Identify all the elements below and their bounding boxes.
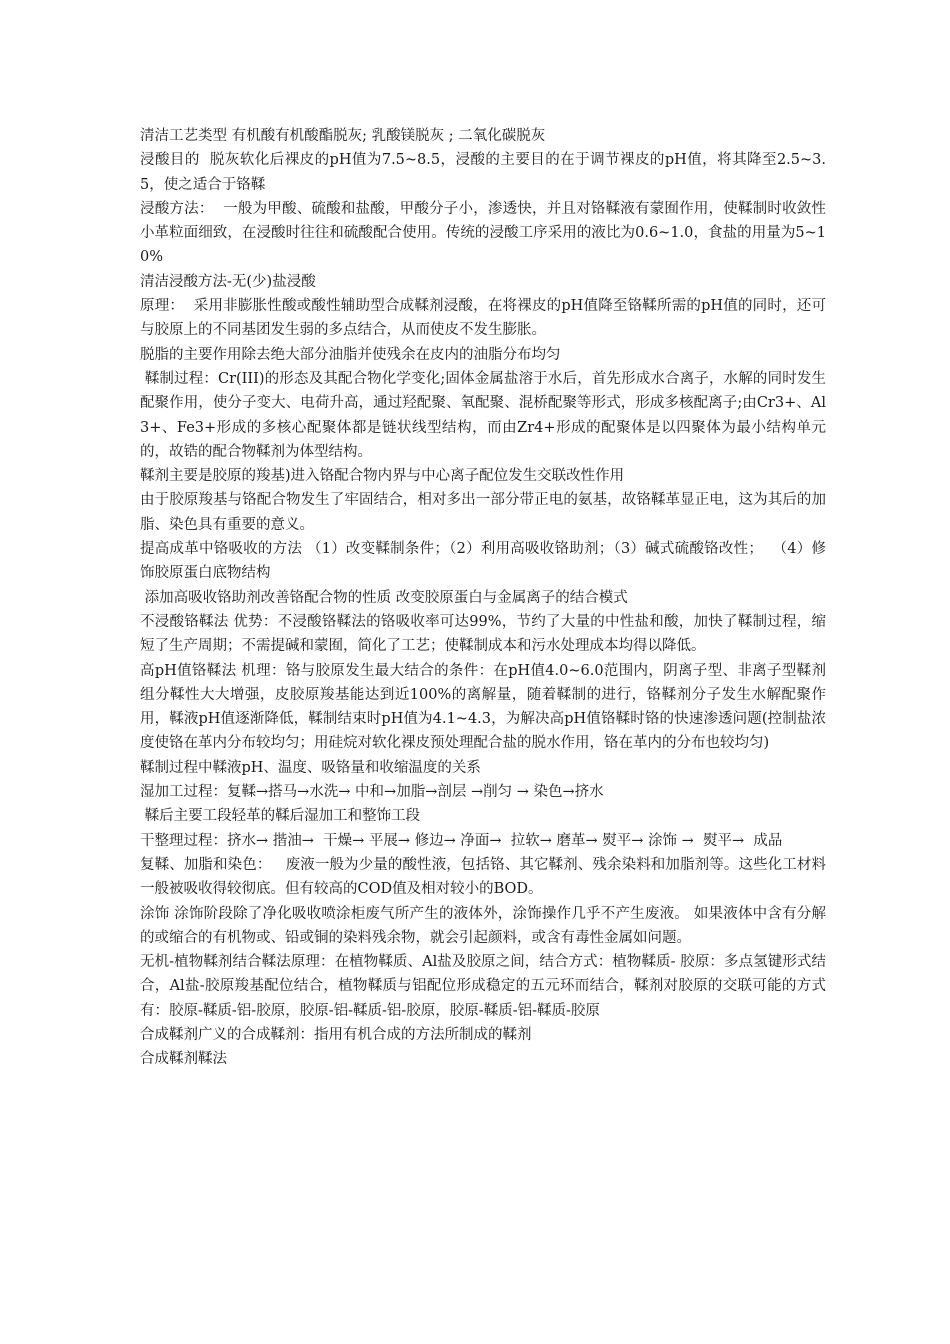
paragraph-post-tanning: 鞣后主要工段轻革的鞣后湿加工和整饰工段 (140, 808, 421, 825)
paragraph-clean-pickling: 清洁浸酸方法-无(少)盐浸酸 (140, 273, 316, 290)
paragraph-principle: 原理： 采用非膨胀性酸或酸性辅助型合成鞣剂浸酸，在将裸皮的pH值降至铬鞣所需的pH值的同时，还可与胶原上的不同基团发生弱的多点结合，从而使皮不发生膨胀。 (140, 298, 826, 339)
paragraph-chrome-uptake-methods: 提高成革中铬吸收的方法 （1）改变鞣制条件；（2）利用高吸收铬助剂；（3）碱式硫酸铬改性； （4）修饰胶原蛋白底物结构 (140, 541, 826, 582)
paragraph-high-ph-tanning: 高pH值铬鞣法 机理：铬与胶原发生最大结合的条件：在pH值4.0~6.0范围内，阴离子型、非离子型鞣剂组分鞣性大大增强，皮胶原羧基能达到近100%的离解量，随着鞣制的进行，铬鞣剂分子发生水解配聚作用，鞣液pH值逐渐降低，鞣制结束时pH值为4.1~4.3，为解决高pH值铬鞣时铬的快速渗透问题(控制盐浓度使铬在革内分布较均匀；用硅烷对软化裸皮预处理配合盐的脱水作用，铬在革内的分布也较均匀) (140, 662, 826, 752)
paragraph-wet-process: 湿加工过程：复鞣→搭马→水洗→ 中和→加脂→剖层 →削匀 → 染色→挤水 (140, 784, 604, 801)
paragraph-collagen-carboxyl: 由于胶原羧基与铬配合物发生了牢固结合，相对多出一部分带正电的氨基，故铬鞣革显正电，这为其后的加脂、染色具有重要的意义。 (140, 492, 826, 533)
paragraph-pickle-free-tanning: 不浸酸铬鞣法 优势：不浸酸铬鞣法的铬吸收率可达99%，节约了大量的中性盐和酸，加快了鞣制过程，缩短了生产周期；不需提碱和蒙囿，简化了工艺；使鞣制成本和污水处理成本均得以降低。 (140, 613, 826, 655)
paragraph-tanning-agent: 鞣剂主要是胶原的羧基)进入铬配合物内界与中心离子配位发生交联改性作用 (140, 468, 625, 485)
paragraph-synthetic-tanning-agent: 合成鞣剂广义的合成鞣剂：指用有机合成的方法所制成的鞣剂 (140, 1026, 532, 1043)
paragraph-high-uptake-auxiliary: 添加高吸收铬助剂改善铬配合物的性质 改变胶原蛋白与金属离子的结合模式 (140, 589, 628, 606)
paragraph-pickling-method: 浸酸方法： 一般为甲酸、硫酸和盐酸，甲酸分子小，渗透快，并且对铬鞣液有蒙囿作用，使鞣制时收敛性小革粒面细致，在浸酸时往往和硫酸配合使用。传统的浸酸工序采用的液比为0.6~1.0，食盐的用量为5~10% (140, 200, 826, 266)
paragraph-tanning-process: 鞣制过程：Cr(III)的形态及其配合物化学变化;固体金属盐溶于水后，首先形成水合离子，水解的同时发生配聚作用，使分子变大、电荷升高，通过羟配聚、氧配聚、混桥配聚等形式，形成多核配离子;由Cr3+、Al3+、Fe3+形成的多核心配聚体都是链状线型结构，而由Zr4+形成的配聚体是以四聚体为最小结构单元的，故锆的配合物鞣剂为体型结构。 (140, 370, 827, 460)
paragraph-tanning-relationship: 鞣制过程中鞣液pH、温度、吸铬量和收缩温度的关系 (140, 759, 481, 776)
paragraph-dry-finishing: 干整理过程：挤水→ 揩油→ 干燥→ 平展→ 修边→ 净面→ 拉软→ 磨革→ 熨平→ 涂饰 → 熨平→ 成品 (140, 832, 783, 849)
paragraph-combination-tanning: 无机-植物鞣剂结合鞣法原理：在植物鞣质、Al盐及胶原之间，结合方式：植物鞣质- 胶原：多点氢键形式结合，Al盐-胶原羧基配位结合，植物鞣质与铝配位形成稳定的五元环而结合，鞣剂对胶原的交联可能的方式有：胶原-鞣质-铝-胶原，胶原-铝-鞣质-铝-胶原，胶原-鞣质-铝-鞣质-胶原 (140, 954, 826, 1019)
paragraph-finishing: 涂饰 涂饰阶段除了净化吸收喷涂柜废气所产生的液体外，涂饰操作几乎不产生废液。 如果液体中含有分解的或缩合的有机物或、铅或铜的染料残余物，就会引起颜料，或含有毒性金属如问题。 (140, 905, 826, 946)
paragraph-retanning-wastewater: 复鞣、加脂和染色： 废液一般为少量的酸性液，包括铬、其它鞣剂、残余染料和加脂剂等。这些化工材料一般被吸收得较彻底。但有较高的COD值及相对较小的BOD。 (140, 856, 826, 898)
paragraph-degreasing: 脱脂的主要作用除去绝大部分油脂并使残余在皮内的油脂分布均匀 (140, 346, 561, 363)
paragraph-pickling-purpose: 浸酸目的 脱灰软化后裸皮的pH值为7.5~8.5，浸酸的主要目的在于调节裸皮的pH值，将其降至2.5~3.5，使之适合于铬鞣 (140, 152, 826, 193)
paragraph-clean-process-types: 清洁工艺类型 有机酸有机酸酯脱灰; 乳酸镁脱灰 ; 二氧化碳脱灰 (140, 128, 546, 144)
document-body (140, 124, 826, 1072)
paragraph-synthetic-tanning-method: 合成鞣剂鞣法 (140, 1051, 227, 1068)
